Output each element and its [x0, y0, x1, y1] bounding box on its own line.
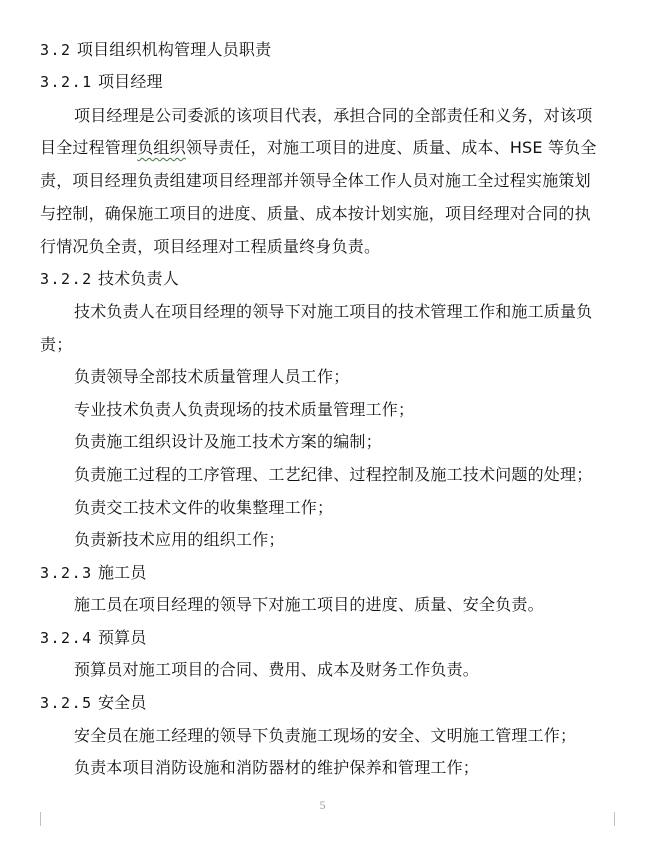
paragraph-line: 负责本项目消防设施和消防器材的维护保养和管理工作； — [74, 758, 480, 777]
section-number: 3.2 — [40, 41, 72, 59]
text-run: 领导责任，对施工项目的进度、质量、成本、HSE 等负全 — [185, 138, 597, 157]
subsection-title: 施工员 — [97, 563, 147, 582]
subsection-heading-construction-worker — [40, 563, 147, 583]
subsection-number: 3.2.4 — [40, 629, 93, 647]
list-item: 负责施工组织设计及施工技术方案的编制； — [74, 432, 382, 451]
paragraph-line — [40, 138, 597, 158]
list-item: 负责交工技术文件的收集整理工作； — [74, 498, 334, 517]
paragraph-line: 技术负责人在项目经理的领导下对施工项目的技术管理工作和施工质量负 — [74, 302, 593, 321]
paragraph-line: 责； — [40, 335, 73, 354]
paragraph-line: 预算员对施工项目的合同、费用、成本及财务工作负责。 — [74, 660, 480, 679]
paragraph-line: 项目经理是公司委派的该项目代表，承担合同的全部责任和义务，对该项 — [74, 106, 593, 125]
subsection-number: 3.2.2 — [40, 270, 93, 288]
subsection-heading-budget-officer — [40, 628, 147, 648]
subsection-title: 安全员 — [97, 693, 147, 712]
crop-mark-left — [40, 812, 41, 826]
crop-mark-right — [614, 812, 615, 826]
page-number: 5 — [319, 798, 326, 812]
subsection-title: 预算员 — [97, 628, 147, 647]
subsection-heading-project-manager — [40, 72, 163, 92]
paragraph-line: 责，项目经理负责组建项目经理部并领导全体工作人员对施工全过程实施策划 — [40, 171, 591, 190]
paragraph-line: 行情况负全责，项目经理对工程质量终身负责。 — [40, 237, 381, 256]
paragraph-line: 安全员在施工经理的领导下负责施工现场的安全、文明施工管理工作； — [74, 726, 577, 745]
subsection-title: 项目经理 — [97, 72, 163, 91]
paragraph-line: 施工员在项目经理的领导下对施工项目的进度、质量、安全负责。 — [74, 595, 544, 614]
subsection-number: 3.2.5 — [40, 694, 93, 712]
subsection-number: 3.2.3 — [40, 564, 93, 582]
paragraph-line: 与控制，确保施工项目的进度、质量、成本按计划实施，项目经理对合同的执 — [40, 204, 591, 223]
spellcheck-underlined-text: 负组织 — [137, 138, 186, 157]
list-item: 负责新技术应用的组织工作； — [74, 530, 285, 549]
text-run: 目全过程管理 — [40, 138, 138, 157]
subsection-number: 3.2.1 — [40, 73, 93, 91]
section-heading — [40, 40, 271, 60]
section-title: 项目组织机构管理人员职责 — [76, 40, 272, 59]
list-item: 负责施工过程的工序管理、工艺纪律、过程控制及施工技术问题的处理； — [74, 465, 593, 484]
list-item: 专业技术负责人负责现场的技术质量管理工作； — [74, 400, 415, 419]
subsection-heading-technical-lead — [40, 269, 179, 289]
subsection-heading-safety-officer — [40, 693, 147, 713]
subsection-title: 技术负责人 — [97, 269, 179, 288]
list-item: 负责领导全部技术质量管理人员工作； — [74, 367, 350, 386]
